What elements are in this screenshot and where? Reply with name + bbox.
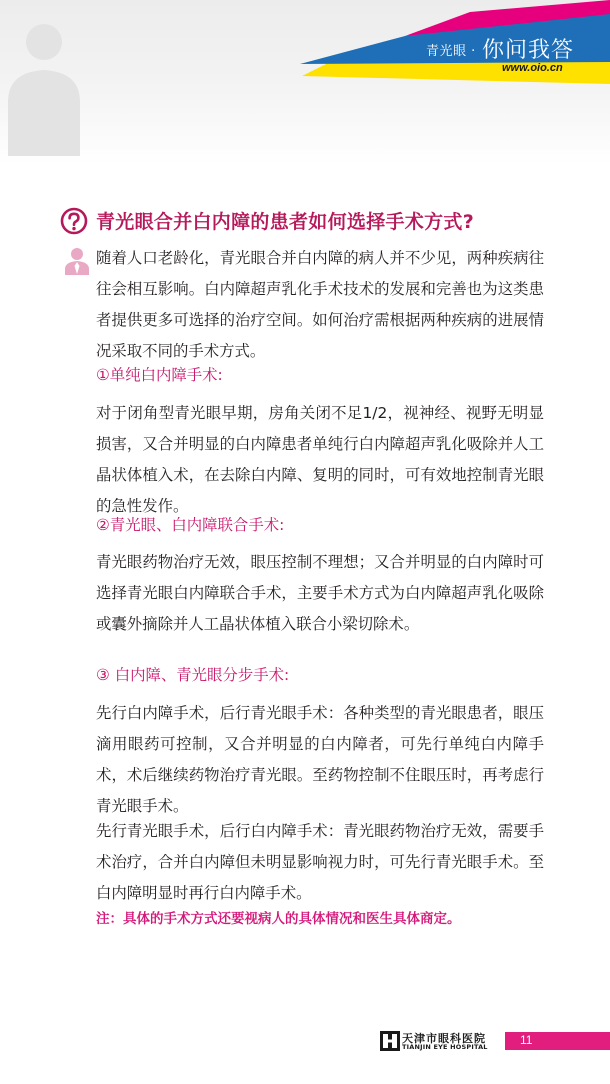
brand-tagline: 你问我答 bbox=[482, 38, 575, 63]
question-title: 青光眼合并白内障的患者如何选择手术方式? bbox=[96, 211, 475, 233]
brand-tagline-small: 青光眼 · bbox=[426, 44, 476, 59]
doctor-avatar-icon bbox=[64, 247, 90, 275]
hospital-name-en: TIANJIN EYE HOSPITAL bbox=[402, 1043, 488, 1051]
page-number: 11 bbox=[520, 1033, 533, 1047]
question-circle-icon bbox=[60, 207, 88, 235]
note-text: 注：具体的手术方式还要视病人的具体情况和医生具体商定。 bbox=[96, 911, 461, 927]
intro-paragraph: 随着人口老龄化，青光眼合并白内障的病人并不少见，两种疾病往往会相互影响。白内障超声乳化手术技术的发展和完善也为这类患者提供更多可选择的治疗空间。如何治疗需根据两种疾病的进展情况采取不同的手术方式。 bbox=[96, 249, 544, 360]
hospital-logo-icon bbox=[380, 1031, 400, 1051]
section-paragraph-cataract-first: 先行白内障手术，后行青光眼手术：各种类型的青光眼患者，眼压滴用眼药可控制，又合并明显的白内障者，可先行单纯白内障手术，术后继续药物治疗青光眼。至药物控制不住眼压时，再考虑行青光眼手术。 bbox=[96, 704, 544, 815]
section-paragraph-single-cataract: 对于闭角型青光眼早期，房角关闭不足1/2，视神经、视野无明显损害，又合并明显的白内障患者单纯行白内障超声乳化吸除并人工晶状体植入术，在去除白内障、复明的同时，可有效地控制青光眼的急性发作。 bbox=[96, 404, 544, 515]
section-heading-single-cataract: ①单纯白内障手术: bbox=[96, 366, 223, 384]
section-heading-staged-surgery: ③ 白内障、青光眼分步手术: bbox=[96, 666, 290, 684]
section-heading-combined-surgery: ②青光眼、白内障联合手术: bbox=[96, 516, 285, 534]
section-paragraph-combined-surgery: 青光眼药物治疗无效，眼压控制不理想；又合并明显的白内障时可选择青光眼白内障联合手术，主要手术方式为白内障超声乳化吸除或囊外摘除并人工晶状体植入联合小梁切除术。 bbox=[96, 553, 544, 633]
brand-url: www.oio.cn bbox=[502, 62, 563, 74]
section-paragraph-glaucoma-first: 先行青光眼手术，后行白内障手术：青光眼药物治疗无效，需要手术治疗，合并白内障但未明显影响视力时，可先行青光眼手术。至白内障明显时再行白内障手术。 bbox=[96, 822, 544, 902]
hospital-name-cn: 天津市眼科医院 bbox=[402, 1032, 486, 1045]
